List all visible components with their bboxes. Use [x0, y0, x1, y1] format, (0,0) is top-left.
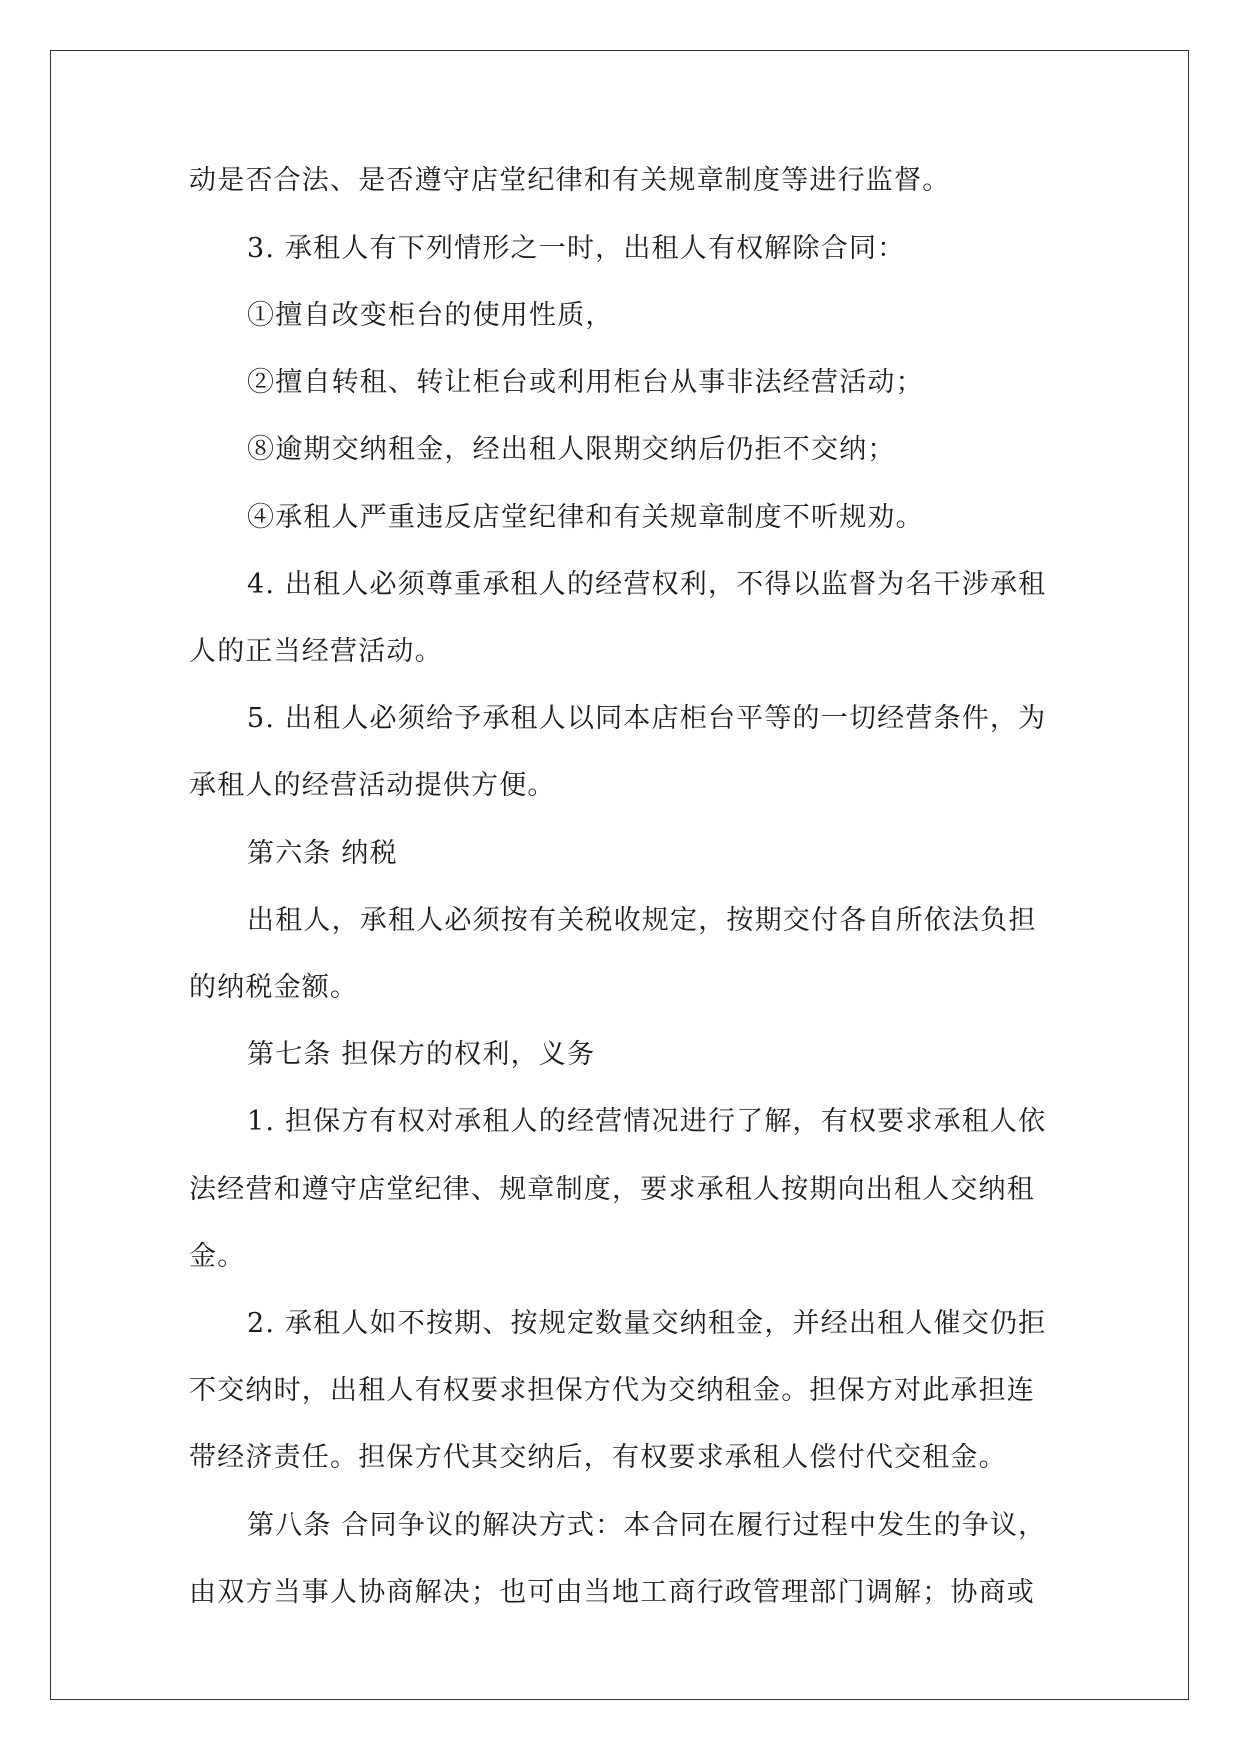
text-line: 金。: [189, 1241, 246, 1272]
text-line: 法经营和遵守店堂纪律、规章制度，要求承租人按期向出租人交纳租: [189, 1174, 1035, 1205]
text-line: 人的正当经营活动。: [189, 636, 443, 667]
text-line: 承租人的经营活动提供方便。: [189, 770, 556, 801]
text-line: ②擅自转租、转让柜台或利用柜台从事非法经营活动；: [247, 367, 924, 398]
text-line: 动是否合法、是否遵守店堂纪律和有关规章制度等进行监督。: [189, 165, 951, 196]
text-line: 3. 承租人有下列情形之一时，出租人有权解除合同：: [247, 233, 906, 264]
text-line: 的纳税金额。: [189, 972, 359, 1003]
text-line: ①擅自改变柜台的使用性质，: [247, 300, 614, 331]
text-line: 带经济责任。担保方代其交纳后，有权要求承租人偿付代交租金。: [189, 1442, 1007, 1473]
text-line: 不交纳时，出租人有权要求担保方代为交纳租金。担保方对此承担连: [189, 1375, 1035, 1406]
text-line: 2. 承租人如不按期、按规定数量交纳租金，并经出租人催交仍拒: [247, 1308, 1047, 1339]
section-heading: 第七条 担保方的权利，义务: [247, 1039, 596, 1070]
text-line: 由双方当事人协商解决；也可由当地工商行政管理部门调解；协商或: [189, 1577, 1035, 1608]
text-line: ④承租人严重违反店堂纪律和有关规章制度不听规劝。: [247, 502, 924, 533]
text-line: ⑧逾期交纳租金，经出租人限期交纳后仍拒不交纳；: [247, 434, 896, 465]
section-heading: 第六条 纳税: [247, 838, 398, 869]
text-line: 出租人，承租人必须按有关税收规定，按期交付各自所依法负担: [247, 905, 1037, 936]
section-heading: 第八条 合同争议的解决方式：本合同在履行过程中发生的争议，: [247, 1510, 1047, 1541]
text-line: 4. 出租人必须尊重承租人的经营权利，不得以监督为名干涉承租: [247, 569, 1047, 600]
text-line: 5. 出租人必须给予承租人以同本店柜台平等的一切经营条件，为: [247, 703, 1047, 734]
text-line: 1. 担保方有权对承租人的经营情况进行了解，有权要求承租人依: [247, 1106, 1047, 1137]
